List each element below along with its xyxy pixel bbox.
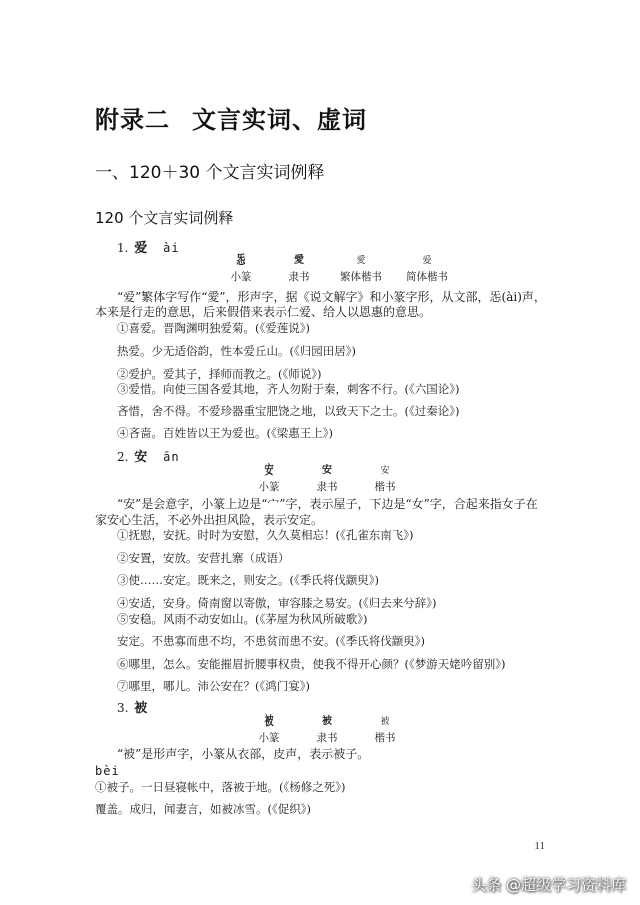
entry-1-line: 吝惜，舍不得。不爱珍器重宝肥饶之地，以致天下之士。(《过秦论》) <box>117 404 460 418</box>
appendix-title <box>95 100 367 135</box>
entry-2-char: 安 <box>134 450 148 465</box>
clerical-glyph: 被 <box>322 716 332 727</box>
entry-2-line: ②安置，安放。安营扎寨（成语） <box>117 551 290 565</box>
script-label: 小篆 <box>258 481 280 493</box>
entry-3-heading <box>117 697 147 716</box>
entry-2-line: ④安适，安身。倚南窗以寄傲，审容膝之易安。(《归去来兮辞》) <box>117 596 437 610</box>
entry-1-line: ④吝啬。百姓皆以王为爱也。(《梁惠王上》) <box>117 426 333 440</box>
script-label: 隶书 <box>316 732 338 744</box>
entry-2-line: 安定。不患寡而患不均，不患贫而患不安。(《季氏将伐颛臾》) <box>117 634 425 648</box>
script-form-simplified <box>394 254 460 284</box>
appendix-title-right: 文言实词、虚词 <box>192 106 367 134</box>
traditional-glyph: 愛 <box>356 256 366 266</box>
script-label: 隶书 <box>288 271 310 283</box>
entry-3-script-forms <box>240 715 414 745</box>
clerical-glyph: 愛 <box>294 255 304 266</box>
script-label: 小篆 <box>258 732 280 744</box>
simplified-glyph: 爱 <box>422 256 432 266</box>
entry-1-line: 本来是行走的意思，后来假借来表示仁爱、给人以恩惠的意思。 <box>95 305 432 319</box>
script-label: 隶书 <box>316 481 338 493</box>
appendix-title-left: 附录二 <box>95 106 170 134</box>
entry-2-line: ③使……安定。既来之，则安之。(《季氏将伐颛臾》) <box>117 573 379 587</box>
entry-1-number: 1. <box>117 241 129 255</box>
regular-glyph: 被 <box>380 717 390 727</box>
script-label: 小篆 <box>230 271 252 283</box>
entry-3-number: 3. <box>117 701 129 715</box>
entry-2-pinyin: ān <box>163 450 180 464</box>
script-label: 简体楷书 <box>406 271 448 283</box>
entry-1-heading <box>117 237 180 256</box>
entry-2-line: “安”是会意字，小篆上边是“宀”字，表示屋子，下边是“女”字，合起来指女子在 <box>117 497 538 511</box>
script-form-seal <box>240 464 298 494</box>
script-label: 楷书 <box>374 481 396 493</box>
entry-3-char: 被 <box>134 701 148 716</box>
seal-glyph: 安 <box>264 464 274 478</box>
script-form-clerical <box>298 464 356 494</box>
entry-1-script-forms <box>212 254 460 284</box>
entry-2-line: 家安心生活，不必外出担风险，表示安定。 <box>95 513 324 527</box>
entry-2-line: ⑦哪里，哪儿。沛公安在？(《鸿门宴》) <box>117 679 310 693</box>
entry-3-line: 覆盖。成归，闻妻言，如被冰雪。(《促织》) <box>95 802 311 816</box>
script-form-regular <box>356 715 414 745</box>
script-form-seal <box>212 254 270 284</box>
seal-glyph: 㤅 <box>236 254 246 268</box>
entry-1-line: ①喜爱。晋陶渊明独爱菊。(《爱莲说》) <box>117 321 310 335</box>
watermark: 头条 @超级学习资料库 <box>471 876 626 894</box>
script-form-seal <box>240 715 298 745</box>
entry-3-pinyin: bèi <box>95 764 120 778</box>
regular-glyph: 安 <box>380 466 390 476</box>
entry-1-line: ②爱护。爱其子，择师而教之。(《师说》) <box>117 367 322 381</box>
entry-2-line: ⑥哪里，怎么。安能摧眉折腰事权贵，使我不得开心颜？(《梦游天姥吟留别》) <box>117 657 506 671</box>
entry-2-heading <box>117 446 180 465</box>
entry-2-script-forms <box>240 464 414 494</box>
entry-1-line: “爱”繁体字写作“愛”，形声字，据《说文解字》和小篆字形，从文部，㤅(ài)声， <box>117 290 546 304</box>
entry-1-line: 热爱。少无适俗韵，性本爱丘山。(《归园田居》) <box>117 344 356 358</box>
script-form-clerical <box>270 254 328 284</box>
script-form-clerical <box>298 715 356 745</box>
script-label: 楷书 <box>374 732 396 744</box>
entry-3-line: ①被子。一日昼寝帐中，落被于地。(《杨修之死》) <box>95 780 346 794</box>
entry-2-number: 2. <box>117 450 129 464</box>
subsection-heading: 120 个文言实词例释 <box>95 209 234 227</box>
entry-3-line: “被”是形声字，小篆从衣部，皮声，表示被子。 <box>117 747 370 761</box>
section-heading: 一、120＋30 个文言实词例释 <box>95 163 325 183</box>
entry-2-line: ⑤安稳。风雨不动安如山。(《茅屋为秋风所破歌》) <box>117 612 368 626</box>
page-number: 11 <box>534 840 545 852</box>
clerical-glyph: 安 <box>322 465 332 476</box>
script-form-regular <box>356 464 414 494</box>
entry-1-pinyin: ài <box>163 241 180 255</box>
entry-1-char: 爱 <box>134 241 148 256</box>
script-label: 繁体楷书 <box>340 271 382 283</box>
entry-1-line: ③爱惜。向使三国各爱其地，齐人勿附于秦，刺客不行。(《六国论》) <box>117 382 460 396</box>
script-form-traditional <box>328 254 394 284</box>
seal-glyph: 被 <box>264 715 274 729</box>
entry-2-line: ①抚慰，安抚。时时为安慰，久久莫相忘！(《孔雀东南飞》) <box>117 528 414 542</box>
